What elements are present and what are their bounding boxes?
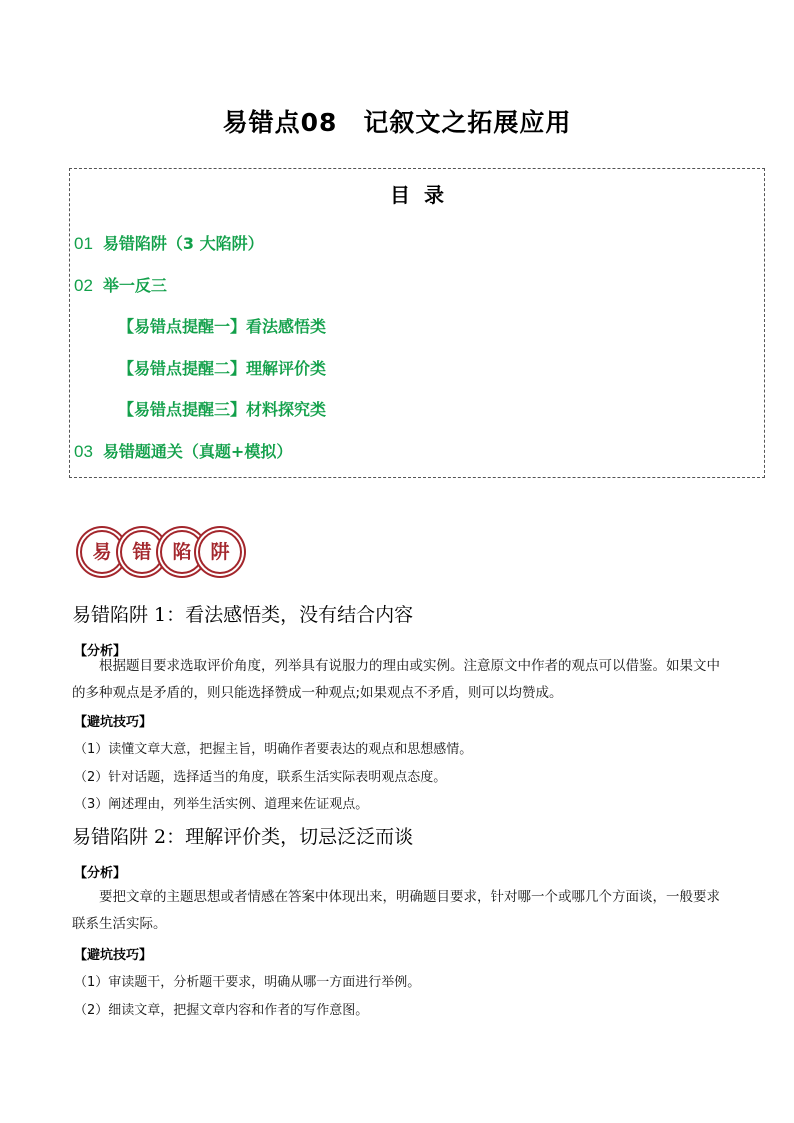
toc-item-number: 01 bbox=[74, 234, 93, 253]
badge-circle: 阱 bbox=[198, 530, 242, 574]
toc-heading: 目录 bbox=[390, 183, 458, 207]
tip-item: （3）阐述理由，列举生活实例、道理来佐证观点。 bbox=[74, 797, 369, 812]
toc-item-label: 【易错点提醒二】理解评价类 bbox=[118, 359, 327, 378]
toc-item-label: 举一反三 bbox=[102, 276, 167, 295]
toc-subitem-1[interactable] bbox=[118, 314, 326, 337]
badge-circle: 易 bbox=[80, 530, 124, 574]
toc-item-number: 03 bbox=[74, 442, 93, 461]
tips-label: 【避坑技巧】 bbox=[74, 948, 153, 963]
badge-circle: 陷 bbox=[160, 530, 204, 574]
toc-item-traps[interactable] bbox=[74, 231, 264, 254]
toc-subitem-2[interactable] bbox=[118, 356, 326, 379]
tip-item: （2）细读文章，把握文章内容和作者的写作意图。 bbox=[74, 1003, 369, 1018]
analysis-label: 【分析】 bbox=[74, 644, 127, 659]
table-of-contents bbox=[69, 168, 765, 478]
toc-item-examples[interactable] bbox=[74, 273, 167, 296]
trap-heading: 易错陷阱 2：理解评价类，切忌泛泛而谈 bbox=[72, 826, 414, 848]
tip-item: （1）读懂文章大意，把握主旨，明确作者要表达的观点和思想感情。 bbox=[74, 742, 473, 757]
tips-label: 【避坑技巧】 bbox=[74, 715, 153, 730]
toc-item-label: 易错陷阱（3 大陷阱） bbox=[102, 234, 264, 253]
tip-item: （1）审读题干，分析题干要求，明确从哪一方面进行举例。 bbox=[74, 975, 421, 990]
analysis-text: 根据题目要求选取评价角度，列举具有说服力的理由或实例。注意原文中作者的观点可以借鉴。如果文中的多种观点是矛盾的，则只能选择赞成一种观点;如果观点不矛盾，则可以均赞成。 bbox=[72, 658, 720, 701]
toc-item-practice[interactable] bbox=[74, 439, 292, 462]
badge-circle: 错 bbox=[120, 530, 164, 574]
toc-item-label: 【易错点提醒三】材料探究类 bbox=[118, 400, 327, 419]
tip-item: （2）针对话题，选择适当的角度，联系生活实际表明观点态度。 bbox=[74, 770, 447, 785]
section-badge bbox=[78, 530, 240, 576]
toc-item-label: 【易错点提醒一】看法感悟类 bbox=[118, 317, 327, 336]
page-title: 易错点08 记叙文之拓展应用 bbox=[222, 108, 572, 137]
toc-subitem-3[interactable] bbox=[118, 397, 326, 420]
toc-item-number: 02 bbox=[74, 276, 93, 295]
analysis-text: 要把文章的主题思想或者情感在答案中体现出来，明确题目要求，针对哪一个或哪几个方面谈，一般要求联系生活实际。 bbox=[72, 889, 720, 932]
toc-item-label: 易错题通关（真题+模拟） bbox=[102, 442, 293, 461]
analysis-label: 【分析】 bbox=[74, 866, 127, 881]
trap-heading: 易错陷阱 1：看法感悟类，没有结合内容 bbox=[72, 604, 414, 626]
